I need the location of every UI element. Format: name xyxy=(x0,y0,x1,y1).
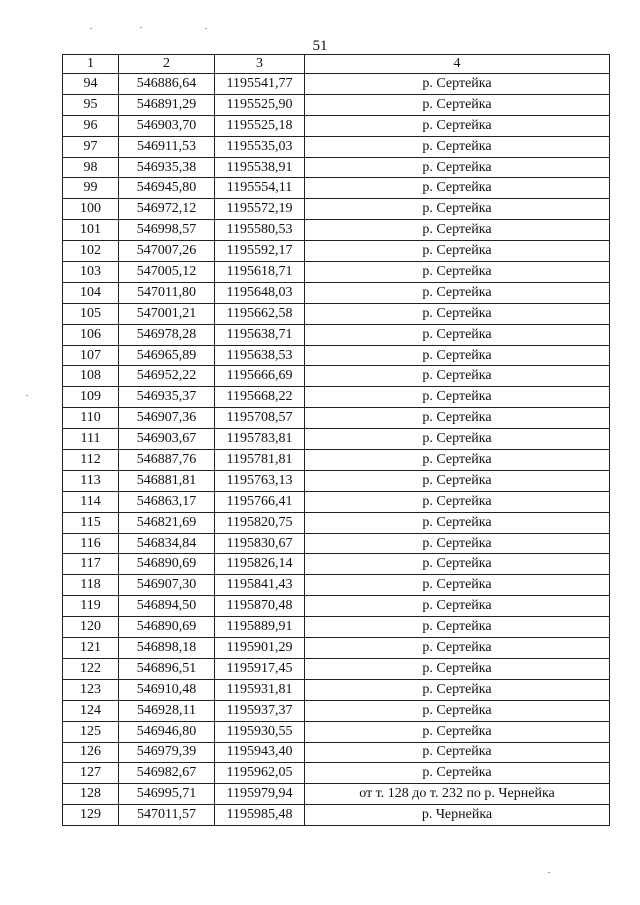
cell-point-number: 99 xyxy=(63,178,119,199)
cell-description: р. Сертейка xyxy=(305,429,610,450)
cell-description: р. Сертейка xyxy=(305,136,610,157)
cell-point-number: 113 xyxy=(63,470,119,491)
cell-y: 1195901,29 xyxy=(215,638,305,659)
cell-point-number: 125 xyxy=(63,721,119,742)
cell-y: 1195962,05 xyxy=(215,763,305,784)
table-row xyxy=(63,262,610,283)
cell-description: р. Сертейка xyxy=(305,575,610,596)
cell-description: р. Чернейка xyxy=(305,805,610,826)
cell-x: 546998,57 xyxy=(119,220,215,241)
cell-x: 546911,53 xyxy=(119,136,215,157)
cell-point-number: 129 xyxy=(63,805,119,826)
cell-y: 1195541,77 xyxy=(215,74,305,95)
cell-description: р. Сертейка xyxy=(305,408,610,429)
cell-y: 1195525,18 xyxy=(215,115,305,136)
cell-x: 546896,51 xyxy=(119,658,215,679)
cell-x: 546881,81 xyxy=(119,470,215,491)
table-row xyxy=(63,742,610,763)
cell-point-number: 126 xyxy=(63,742,119,763)
cell-y: 1195525,90 xyxy=(215,94,305,115)
cell-y: 1195538,91 xyxy=(215,157,305,178)
table-row xyxy=(63,575,610,596)
cell-point-number: 103 xyxy=(63,262,119,283)
header-cell-x: 2 xyxy=(119,55,215,74)
cell-x: 547011,80 xyxy=(119,282,215,303)
cell-y: 1195592,17 xyxy=(215,241,305,262)
cell-point-number: 106 xyxy=(63,324,119,345)
scan-speck xyxy=(140,27,142,28)
cell-x: 546979,39 xyxy=(119,742,215,763)
cell-x: 546965,89 xyxy=(119,345,215,366)
table-row xyxy=(63,470,610,491)
scan-speck xyxy=(26,395,28,396)
cell-point-number: 110 xyxy=(63,408,119,429)
cell-x: 546903,70 xyxy=(119,115,215,136)
cell-y: 1195820,75 xyxy=(215,512,305,533)
cell-y: 1195554,11 xyxy=(215,178,305,199)
cell-x: 546890,69 xyxy=(119,617,215,638)
cell-y: 1195666,69 xyxy=(215,366,305,387)
cell-x: 546834,84 xyxy=(119,533,215,554)
cell-description: от т. 128 до т. 232 по р. Чернейка xyxy=(305,784,610,805)
table-row xyxy=(63,345,610,366)
cell-description: р. Сертейка xyxy=(305,115,610,136)
table-row xyxy=(63,157,610,178)
cell-y: 1195781,81 xyxy=(215,450,305,471)
cell-y: 1195826,14 xyxy=(215,554,305,575)
cell-y: 1195930,55 xyxy=(215,721,305,742)
scan-speck xyxy=(90,28,92,29)
cell-point-number: 114 xyxy=(63,491,119,512)
cell-description: р. Сертейка xyxy=(305,178,610,199)
cell-description: р. Сертейка xyxy=(305,450,610,471)
cell-description: р. Сертейка xyxy=(305,617,610,638)
cell-x: 547007,26 xyxy=(119,241,215,262)
cell-y: 1195943,40 xyxy=(215,742,305,763)
cell-y: 1195638,53 xyxy=(215,345,305,366)
table-row xyxy=(63,220,610,241)
cell-point-number: 117 xyxy=(63,554,119,575)
table-row xyxy=(63,115,610,136)
cell-x: 546890,69 xyxy=(119,554,215,575)
cell-description: р. Сертейка xyxy=(305,157,610,178)
cell-point-number: 121 xyxy=(63,638,119,659)
cell-x: 546907,36 xyxy=(119,408,215,429)
cell-point-number: 122 xyxy=(63,658,119,679)
cell-point-number: 96 xyxy=(63,115,119,136)
table-row xyxy=(63,450,610,471)
cell-x: 546952,22 xyxy=(119,366,215,387)
table-row xyxy=(63,763,610,784)
table-row xyxy=(63,282,610,303)
cell-description: р. Сертейка xyxy=(305,638,610,659)
cell-point-number: 94 xyxy=(63,74,119,95)
cell-y: 1195937,37 xyxy=(215,700,305,721)
table-row xyxy=(63,784,610,805)
cell-description: р. Сертейка xyxy=(305,282,610,303)
table-row xyxy=(63,324,610,345)
table-row xyxy=(63,491,610,512)
cell-x: 546978,28 xyxy=(119,324,215,345)
cell-point-number: 109 xyxy=(63,387,119,408)
cell-point-number: 123 xyxy=(63,679,119,700)
cell-description: р. Сертейка xyxy=(305,262,610,283)
cell-point-number: 120 xyxy=(63,617,119,638)
cell-point-number: 97 xyxy=(63,136,119,157)
cell-x: 546982,67 xyxy=(119,763,215,784)
cell-point-number: 124 xyxy=(63,700,119,721)
coordinates-table xyxy=(62,54,610,826)
table-row xyxy=(63,94,610,115)
cell-x: 546995,71 xyxy=(119,784,215,805)
cell-point-number: 115 xyxy=(63,512,119,533)
cell-y: 1195917,45 xyxy=(215,658,305,679)
table-row xyxy=(63,241,610,262)
cell-y: 1195783,81 xyxy=(215,429,305,450)
cell-point-number: 119 xyxy=(63,596,119,617)
cell-description: р. Сертейка xyxy=(305,387,610,408)
cell-description: р. Сертейка xyxy=(305,491,610,512)
scan-speck xyxy=(205,28,207,29)
cell-y: 1195841,43 xyxy=(215,575,305,596)
cell-description: р. Сертейка xyxy=(305,658,610,679)
cell-point-number: 107 xyxy=(63,345,119,366)
table-header-row xyxy=(63,55,610,74)
cell-description: р. Сертейка xyxy=(305,700,610,721)
cell-y: 1195708,57 xyxy=(215,408,305,429)
cell-x: 547001,21 xyxy=(119,303,215,324)
cell-y: 1195638,71 xyxy=(215,324,305,345)
cell-description: р. Сертейка xyxy=(305,241,610,262)
table-row xyxy=(63,199,610,220)
cell-y: 1195668,22 xyxy=(215,387,305,408)
table-row xyxy=(63,679,610,700)
cell-description: р. Сертейка xyxy=(305,533,610,554)
table-row xyxy=(63,387,610,408)
table-row xyxy=(63,596,610,617)
cell-y: 1195889,91 xyxy=(215,617,305,638)
cell-point-number: 127 xyxy=(63,763,119,784)
table-row xyxy=(63,721,610,742)
table-row xyxy=(63,303,610,324)
cell-x: 546928,11 xyxy=(119,700,215,721)
cell-x: 546886,64 xyxy=(119,74,215,95)
cell-description: р. Сертейка xyxy=(305,199,610,220)
cell-description: р. Сертейка xyxy=(305,94,610,115)
cell-x: 546972,12 xyxy=(119,199,215,220)
cell-y: 1195985,48 xyxy=(215,805,305,826)
cell-description: р. Сертейка xyxy=(305,721,610,742)
cell-x: 546887,76 xyxy=(119,450,215,471)
cell-description: р. Сертейка xyxy=(305,220,610,241)
cell-x: 546891,29 xyxy=(119,94,215,115)
cell-y: 1195648,03 xyxy=(215,282,305,303)
cell-point-number: 101 xyxy=(63,220,119,241)
cell-y: 1195618,71 xyxy=(215,262,305,283)
cell-description: р. Сертейка xyxy=(305,679,610,700)
table-row xyxy=(63,136,610,157)
cell-description: р. Сертейка xyxy=(305,512,610,533)
table-row xyxy=(63,512,610,533)
cell-x: 546910,48 xyxy=(119,679,215,700)
cell-x: 546907,30 xyxy=(119,575,215,596)
cell-y: 1195931,81 xyxy=(215,679,305,700)
table-row xyxy=(63,366,610,387)
cell-x: 546935,37 xyxy=(119,387,215,408)
cell-description: р. Сертейка xyxy=(305,366,610,387)
header-cell-point-number: 1 xyxy=(63,55,119,74)
cell-point-number: 104 xyxy=(63,282,119,303)
cell-x: 547011,57 xyxy=(119,805,215,826)
scan-speck xyxy=(548,872,550,873)
table-row xyxy=(63,178,610,199)
cell-x: 546903,67 xyxy=(119,429,215,450)
cell-y: 1195572,19 xyxy=(215,199,305,220)
cell-x: 546821,69 xyxy=(119,512,215,533)
cell-point-number: 112 xyxy=(63,450,119,471)
table-row xyxy=(63,533,610,554)
cell-point-number: 111 xyxy=(63,429,119,450)
cell-x: 546945,80 xyxy=(119,178,215,199)
cell-point-number: 95 xyxy=(63,94,119,115)
header-cell-y: 3 xyxy=(215,55,305,74)
header-cell-description: 4 xyxy=(305,55,610,74)
table-row xyxy=(63,429,610,450)
cell-point-number: 108 xyxy=(63,366,119,387)
cell-x: 546898,18 xyxy=(119,638,215,659)
table-row xyxy=(63,658,610,679)
table-row xyxy=(63,700,610,721)
cell-point-number: 128 xyxy=(63,784,119,805)
cell-point-number: 116 xyxy=(63,533,119,554)
table-row xyxy=(63,554,610,575)
table-row xyxy=(63,74,610,95)
table-body xyxy=(63,74,610,826)
table-row xyxy=(63,638,610,659)
cell-description: р. Сертейка xyxy=(305,303,610,324)
cell-x: 546946,80 xyxy=(119,721,215,742)
cell-y: 1195830,67 xyxy=(215,533,305,554)
cell-description: р. Сертейка xyxy=(305,470,610,491)
cell-x: 546935,38 xyxy=(119,157,215,178)
table-row xyxy=(63,617,610,638)
cell-x: 547005,12 xyxy=(119,262,215,283)
cell-y: 1195535,03 xyxy=(215,136,305,157)
cell-description: р. Сертейка xyxy=(305,742,610,763)
cell-point-number: 118 xyxy=(63,575,119,596)
table-row xyxy=(63,408,610,429)
cell-point-number: 98 xyxy=(63,157,119,178)
cell-x: 546894,50 xyxy=(119,596,215,617)
cell-description: р. Сертейка xyxy=(305,554,610,575)
cell-x: 546863,17 xyxy=(119,491,215,512)
cell-point-number: 102 xyxy=(63,241,119,262)
cell-description: р. Сертейка xyxy=(305,763,610,784)
cell-point-number: 105 xyxy=(63,303,119,324)
cell-y: 1195580,53 xyxy=(215,220,305,241)
cell-point-number: 100 xyxy=(63,199,119,220)
cell-description: р. Сертейка xyxy=(305,596,610,617)
cell-description: р. Сертейка xyxy=(305,324,610,345)
page-number: 51 xyxy=(312,38,328,54)
cell-y: 1195662,58 xyxy=(215,303,305,324)
cell-description: р. Сертейка xyxy=(305,74,610,95)
cell-y: 1195766,41 xyxy=(215,491,305,512)
cell-y: 1195979,94 xyxy=(215,784,305,805)
cell-y: 1195763,13 xyxy=(215,470,305,491)
cell-description: р. Сертейка xyxy=(305,345,610,366)
cell-y: 1195870,48 xyxy=(215,596,305,617)
table-row xyxy=(63,805,610,826)
